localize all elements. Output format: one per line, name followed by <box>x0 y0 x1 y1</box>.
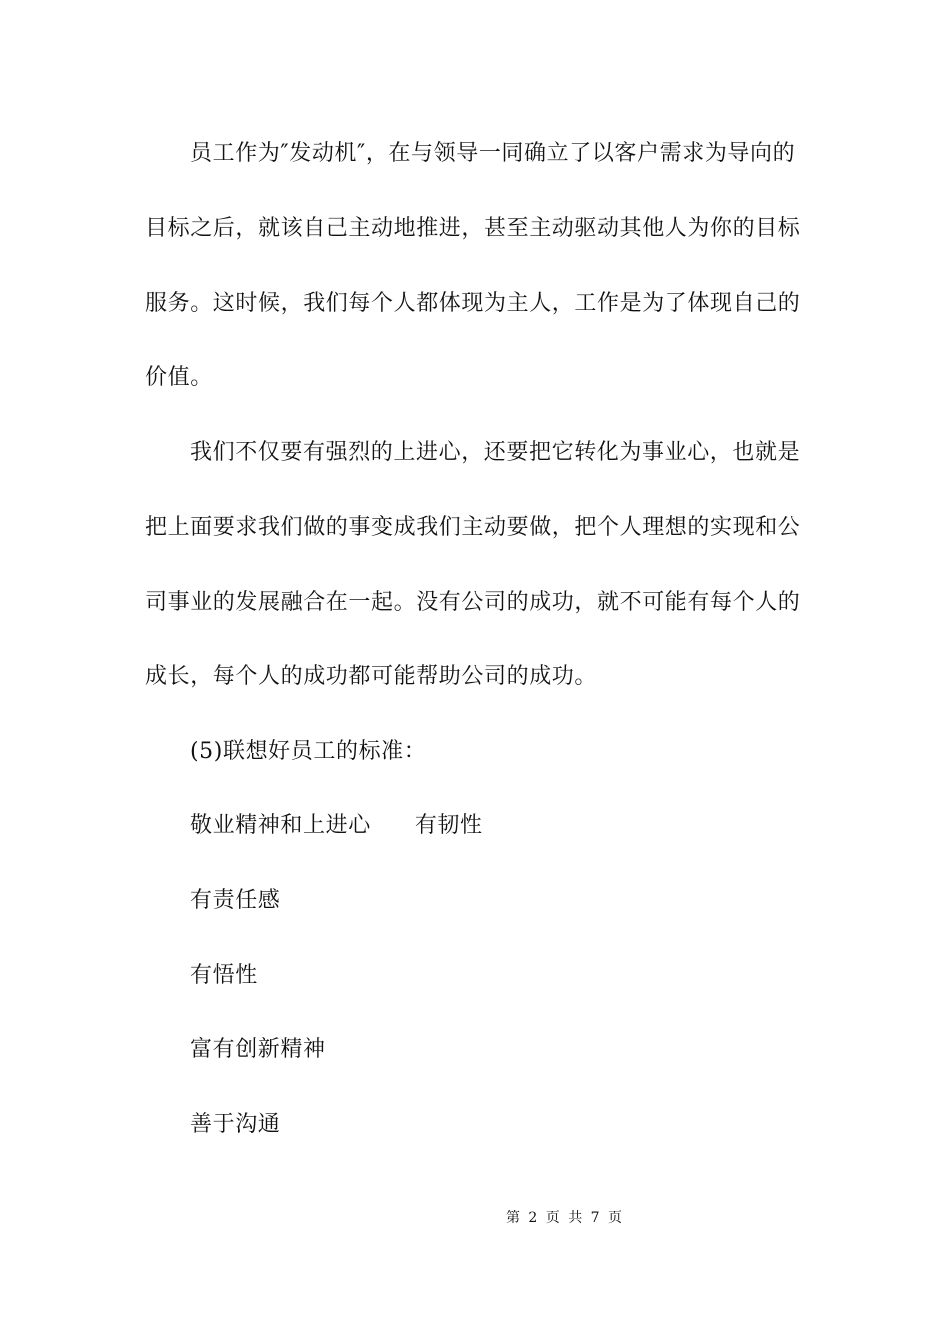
standard-item: 善于沟通 <box>190 1112 281 1137</box>
paragraph-1-line-2: 目标之后，就该自己主动地推进，甚至主动驱动其他人为你的目标 <box>145 216 801 241</box>
paragraph-1-line-4: 价值。 <box>145 365 213 390</box>
standards-row-1 <box>190 812 483 840</box>
paragraph-2-line-2: 把上面要求我们做的事变成我们主动要做，把个人理想的实现和公 <box>145 515 801 540</box>
paragraph-1-line-3: 服务。这时候，我们每个人都体现为主人，工作是为了体现自己的 <box>145 291 801 316</box>
page-number-footer: 第 2 页 共 7 页 <box>505 1210 625 1226</box>
standard-item: 富有创新精神 <box>190 1037 326 1062</box>
standard-item: 有责任感 <box>190 888 281 913</box>
section-heading: (5)联想好员工的标准： <box>190 739 427 764</box>
paragraph-2-line-4: 成长，每个人的成功都可能帮助公司的成功。 <box>145 664 598 689</box>
paragraph-2-line-3: 司事业的发展融合在一起。没有公司的成功，就不可能有每个人的 <box>145 590 801 615</box>
paragraph-1-line-1: 员工作为″发动机″，在与领导一同确立了以客户需求为导向的 <box>190 141 796 166</box>
standard-item: 有悟性 <box>190 963 258 988</box>
paragraph-2-line-1: 我们不仅要有强烈的上进心，还要把它转化为事业心，也就是 <box>190 440 801 465</box>
standard-item: 敬业精神和上进心 <box>190 813 371 838</box>
standard-item: 有韧性 <box>414 813 483 838</box>
